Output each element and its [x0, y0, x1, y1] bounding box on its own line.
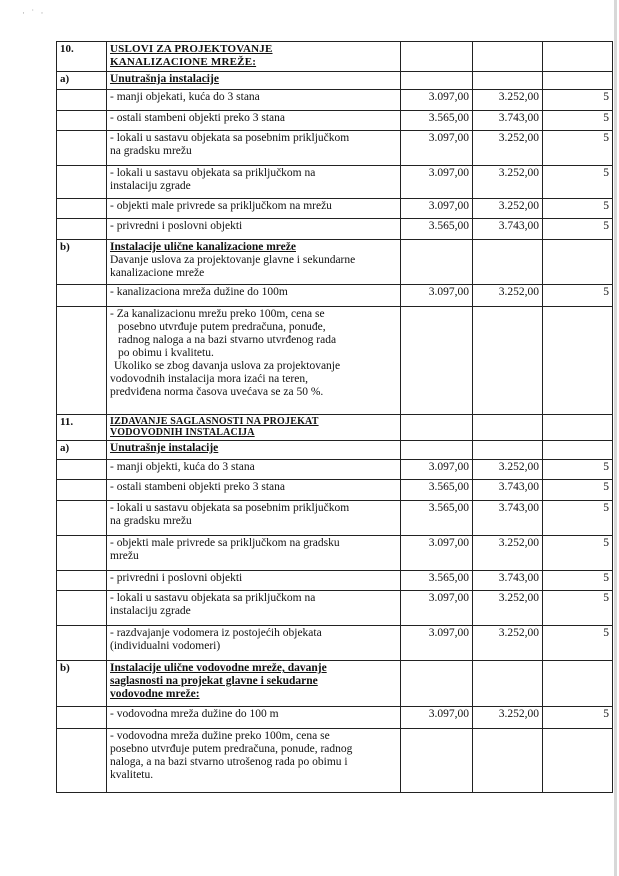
row-description [107, 591, 401, 626]
row-description-line: - razdvajanje vodomera iz postojećih objekata [110, 627, 322, 639]
row-description-line: - vodovodna mreža dužine preko 100m, cena se [110, 730, 330, 742]
rate-cell: 5 [543, 285, 613, 307]
price-cell: 3.252,00 [473, 626, 543, 661]
rate-cell: 5 [543, 460, 613, 480]
rate-cell: 5 [543, 480, 613, 501]
section-title [107, 415, 401, 441]
row-description-line: - lokali u sastavu objekata sa priključkom na [110, 592, 316, 604]
price-cell: 3.252,00 [473, 166, 543, 199]
price-cell: 3.097,00 [401, 166, 473, 199]
row-description: - vodovodna mreža dužine do 100 m [107, 707, 401, 729]
rate-cell: 5 [543, 90, 613, 111]
price-cell: 3.252,00 [473, 707, 543, 729]
price-cell: 3.252,00 [473, 199, 543, 219]
price-cell: 3.097,00 [401, 460, 473, 480]
subsection-header-row [57, 441, 613, 460]
price-cell: 3.252,00 [473, 460, 543, 480]
price-cell: 3.097,00 [401, 707, 473, 729]
rate-cell: 5 [543, 199, 613, 219]
table-row [57, 131, 613, 166]
row-description-line: instalaciju zgrade [110, 180, 191, 192]
table-row [57, 729, 613, 793]
row-description: - ostali stambeni objekti preko 3 stana [107, 111, 401, 131]
subsection-header-row [57, 240, 613, 285]
table-row [57, 90, 613, 111]
price-cell: 3.743,00 [473, 571, 543, 591]
subsection-title [107, 240, 401, 285]
price-cell: 3.252,00 [473, 131, 543, 166]
rate-cell: 5 [543, 166, 613, 199]
subsection-header-row [57, 661, 613, 707]
rate-cell: 5 [543, 111, 613, 131]
subsection-label: b) [57, 240, 107, 285]
subsection-header-row [57, 72, 613, 90]
price-cell: 3.097,00 [401, 90, 473, 111]
table-row [57, 111, 613, 131]
price-cell: 3.252,00 [473, 285, 543, 307]
price-cell: 3.565,00 [401, 571, 473, 591]
row-description-line: Ukoliko se zbog davanja uslova za projektovanje [114, 360, 341, 372]
row-description-line: kvalitetu. [110, 769, 154, 781]
row-description-line: na gradsku mrežu [110, 145, 192, 157]
rate-cell: 5 [543, 707, 613, 729]
subsection-title-text: Instalacije ulične vodovodne mreže, davanje [110, 662, 327, 674]
row-description [107, 536, 401, 571]
table-row [57, 219, 613, 240]
page-edge-shadow [614, 0, 617, 876]
price-cell: 3.097,00 [401, 199, 473, 219]
scan-artifact: · ˙ · [22, 8, 46, 18]
rate-cell: 5 [543, 591, 613, 626]
table-row [57, 536, 613, 571]
price-cell: 3.097,00 [401, 626, 473, 661]
subsection-note-line: kanalizacione mreže [110, 267, 205, 279]
row-description-line: radnog naloga a na bazi stvarno utvrđenog rada [118, 334, 337, 346]
subsection-label: a) [57, 72, 107, 90]
section-title [107, 42, 401, 72]
section-title-line: KANALIZACIONE MREŽE: [110, 56, 257, 68]
subsection-note-line: Davanje uslova za projektovanje glavne i sekundarne [110, 254, 356, 266]
price-cell: 3.097,00 [401, 285, 473, 307]
section-title-line: VODOVODNIH INSTALACIJA [110, 427, 255, 438]
row-description-line: (individualni vodomeri) [110, 640, 221, 652]
row-description [107, 729, 401, 793]
row-description-line: posebno utvrđuje putem predračuna, ponude, radnog [110, 743, 353, 755]
table-row [57, 626, 613, 661]
row-description [107, 626, 401, 661]
subsection-label: b) [57, 661, 107, 707]
price-table [56, 41, 613, 793]
row-description-line: instalaciju zgrade [110, 605, 191, 617]
row-description-line: - objekti male privrede sa priključkom na gradsku [110, 537, 340, 549]
price-cell: 3.252,00 [473, 536, 543, 571]
row-description: - manji objekati, kuća do 3 stana [107, 90, 401, 111]
row-description-line: - Za kanalizacionu mrežu preko 100m, cena se [110, 308, 325, 320]
price-cell: 3.097,00 [401, 591, 473, 626]
row-description-line: predviđena norma časova uvećava se za 50 %. [110, 386, 324, 398]
price-cell: 3.743,00 [473, 111, 543, 131]
section-10-header-row [57, 42, 613, 72]
price-cell: 3.743,00 [473, 501, 543, 536]
row-description: - objekti male privrede sa priključkom na mrežu [107, 199, 401, 219]
price-cell: 3.565,00 [401, 501, 473, 536]
price-cell: 3.252,00 [473, 591, 543, 626]
price-cell: 3.565,00 [401, 111, 473, 131]
rate-cell: 5 [543, 219, 613, 240]
subsection-title-text: vodovodne mreže: [110, 688, 200, 700]
row-description-line: - lokali u sastavu objekata sa posebnim priključkom [110, 502, 350, 514]
rate-cell: 5 [543, 536, 613, 571]
price-cell: 3.097,00 [401, 536, 473, 571]
subsection-title [107, 661, 401, 707]
table-row [57, 285, 613, 307]
row-description-line: - lokali u sastavu objekata sa priključkom na [110, 167, 316, 179]
section-11-header-row [57, 415, 613, 441]
table-row [57, 501, 613, 536]
row-description [107, 501, 401, 536]
subsection-title-text: Unutrašnje instalacije [110, 442, 219, 454]
section-number: 11. [57, 415, 107, 441]
row-description-line: naloga, a na bazi stvarno utrošenog rada po obimu i [110, 756, 348, 768]
table-row [57, 307, 613, 415]
rate-cell: 5 [543, 501, 613, 536]
table-row [57, 460, 613, 480]
row-description-line: mrežu [110, 550, 139, 562]
row-description [107, 131, 401, 166]
subsection-title-text: Instalacije ulične kanalizacione mreže [110, 241, 296, 253]
section-number: 10. [57, 42, 107, 72]
rate-cell: 5 [543, 626, 613, 661]
row-description-line: na gradsku mrežu [110, 515, 192, 527]
price-cell: 3.565,00 [401, 480, 473, 501]
subsection-title [107, 441, 401, 460]
row-description-line: - lokali u sastavu objekata sa posebnim priključkom [110, 132, 350, 144]
subsection-title-text: Unutrašnja instalacije [110, 73, 219, 85]
table-row [57, 199, 613, 219]
row-description [107, 166, 401, 199]
price-cell: 3.252,00 [473, 90, 543, 111]
price-cell: 3.565,00 [401, 219, 473, 240]
row-description-line: posebno utvrđuje putem predračuna, ponuđe, [118, 321, 326, 333]
row-description: - privredni i poslovni objekti [107, 219, 401, 240]
price-cell: 3.743,00 [473, 219, 543, 240]
table-row [57, 166, 613, 199]
price-cell: 3.743,00 [473, 480, 543, 501]
table-row [57, 480, 613, 501]
row-description: - manji objekti, kuća do 3 stana [107, 460, 401, 480]
subsection-label: a) [57, 441, 107, 460]
subsection-title [107, 72, 401, 90]
row-description-line: vodovodnih instalacija mora izaći na teren, [110, 373, 308, 385]
row-description: - privredni i poslovni objekti [107, 571, 401, 591]
row-description: - ostali stambeni objekti preko 3 stana [107, 480, 401, 501]
table-row [57, 707, 613, 729]
row-description: - kanalizaciona mreža dužine do 100m [107, 285, 401, 307]
table-row [57, 591, 613, 626]
row-description [107, 307, 401, 415]
subsection-title-text: saglasnosti na projekat glavne i sekudarne [110, 675, 318, 687]
rate-cell: 5 [543, 131, 613, 166]
rate-cell: 5 [543, 571, 613, 591]
section-title-line: IZDAVANJE SAGLASNOSTI NA PROJEKAT [110, 416, 319, 427]
table-row [57, 571, 613, 591]
section-title-line: USLOVI ZA PROJEKTOVANJE [110, 43, 273, 55]
price-cell: 3.097,00 [401, 131, 473, 166]
row-description-line: po obimu i kvalitetu. [118, 347, 214, 359]
